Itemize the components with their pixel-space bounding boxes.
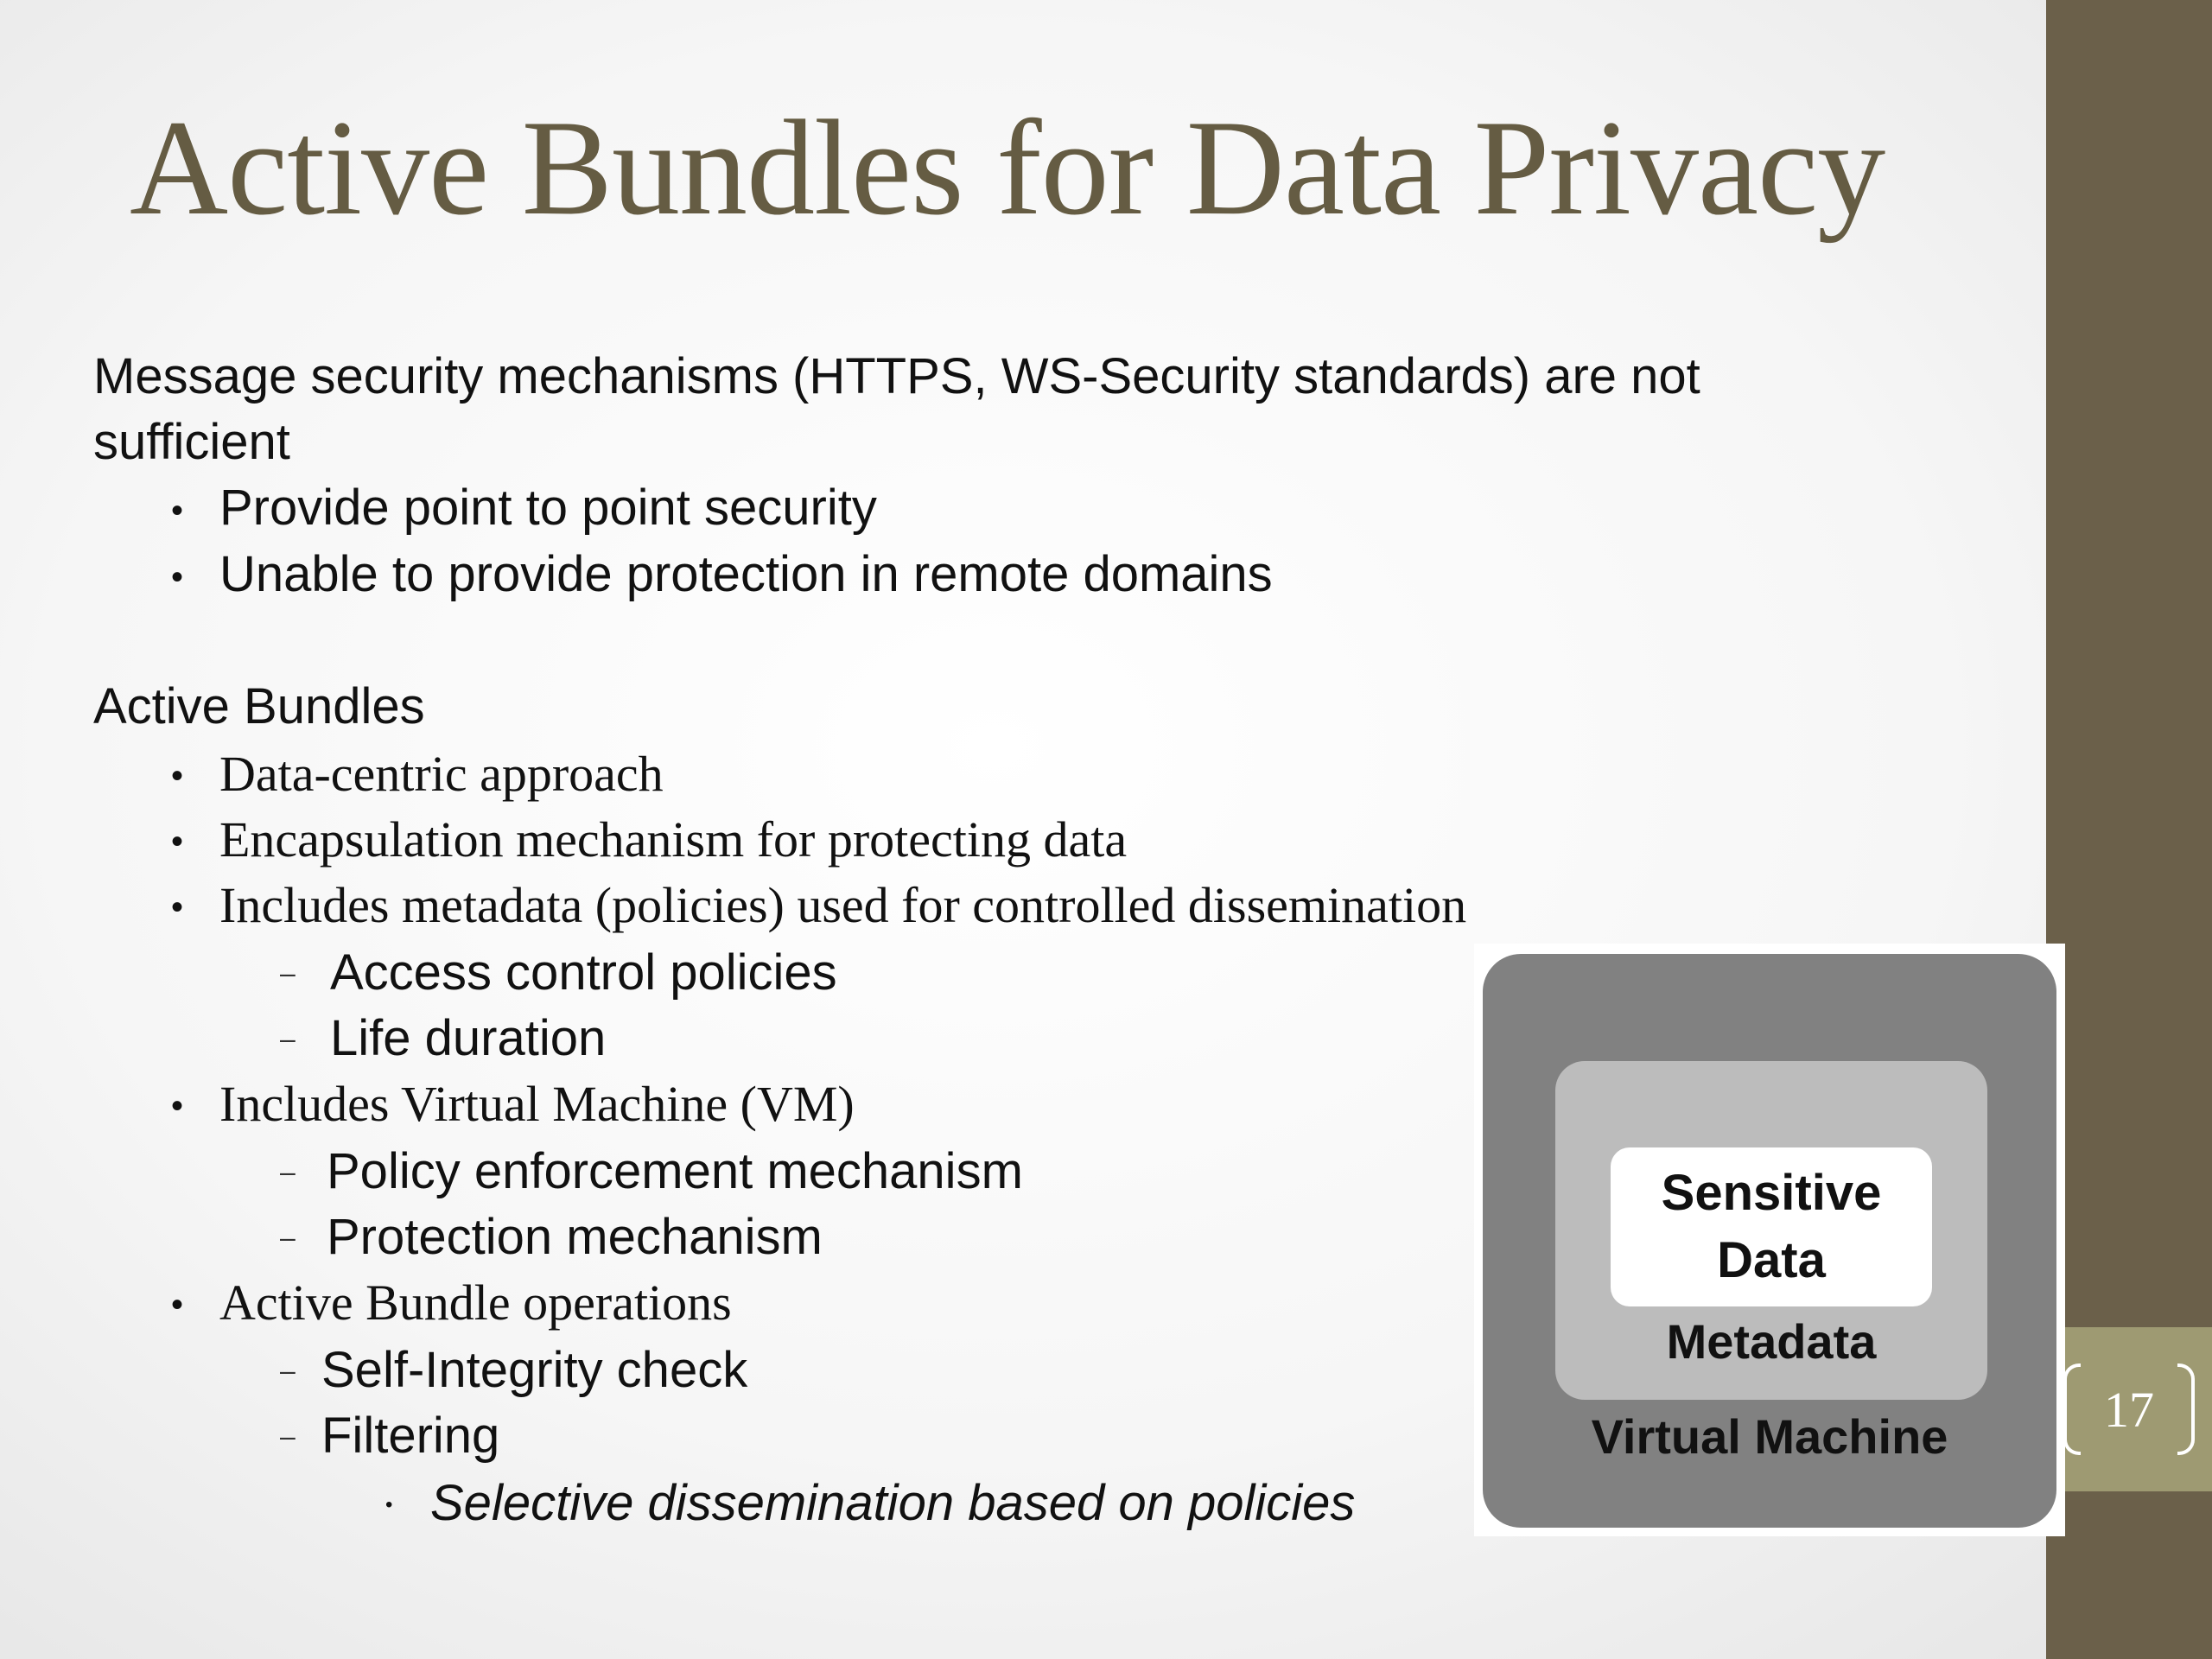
- right-bracket-icon: [2177, 1363, 2195, 1455]
- bundle-bullet-3: Includes metadata (policies) used for controlled dissemination: [219, 877, 1467, 933]
- bullet-icon: •: [171, 823, 184, 861]
- bullet-icon: •: [171, 888, 184, 926]
- intro-text-line1: Message security mechanisms (HTTPS, WS-Security standards) are not: [93, 348, 1700, 404]
- left-bracket-icon: [2063, 1363, 2081, 1455]
- sensitive-label-line1: Sensitive: [1661, 1165, 1882, 1221]
- ops-bullet: Active Bundle operations: [219, 1274, 732, 1331]
- intro-bullet-1: Provide point to point security: [219, 480, 877, 536]
- bundle-bullet-2: Encapsulation mechanism for protecting data: [219, 811, 1128, 868]
- intro-bullet-2: Unable to provide protection in remote domains: [219, 546, 1273, 602]
- slide-title: Active Bundles for Data Privacy: [130, 92, 1885, 244]
- dash-icon: –: [280, 1023, 296, 1054]
- bullet-icon: •: [171, 1286, 184, 1324]
- bullet-icon: •: [171, 1087, 184, 1125]
- metadata-layer: [1555, 1061, 1987, 1400]
- page-number: [2063, 1363, 2195, 1455]
- ops-subitem-1: Self-Integrity check: [321, 1342, 748, 1398]
- sensitive-label-line2: Data: [1717, 1232, 1826, 1288]
- metadata-label: Metadata: [1666, 1314, 1877, 1369]
- intro-text-line2: sufficient: [93, 414, 290, 470]
- dash-icon: –: [280, 1355, 296, 1386]
- metadata-subitem-2: Life duration: [330, 1010, 607, 1066]
- small-bullet-icon: •: [385, 1493, 393, 1516]
- dash-icon: –: [280, 1421, 296, 1452]
- active-bundle-diagram: [1474, 944, 2065, 1536]
- filtering-detail: Selective dissemination based on policies: [430, 1475, 1356, 1531]
- vm-bullet: Includes Virtual Machine (VM): [219, 1076, 855, 1132]
- bullet-icon: •: [171, 492, 184, 530]
- section-heading: Active Bundles: [93, 678, 425, 734]
- bundle-bullet-1: Data-centric approach: [219, 746, 664, 802]
- vm-subitem-1: Policy enforcement mechanism: [327, 1143, 1023, 1199]
- vm-subitem-2: Protection mechanism: [327, 1209, 823, 1265]
- metadata-subitem-1: Access control policies: [330, 944, 837, 1001]
- sensitive-data-layer: [1611, 1147, 1932, 1306]
- virtual-machine-layer: [1483, 954, 2056, 1528]
- bullet-icon: •: [171, 558, 184, 596]
- virtual-machine-label: Virtual Machine: [1591, 1409, 1948, 1464]
- dash-icon: –: [280, 957, 296, 988]
- page-number-text: 17: [2104, 1381, 2154, 1438]
- ops-subitem-2: Filtering: [321, 1408, 500, 1464]
- bullet-icon: •: [171, 757, 184, 795]
- dash-icon: –: [280, 1222, 296, 1253]
- dash-icon: –: [280, 1156, 296, 1187]
